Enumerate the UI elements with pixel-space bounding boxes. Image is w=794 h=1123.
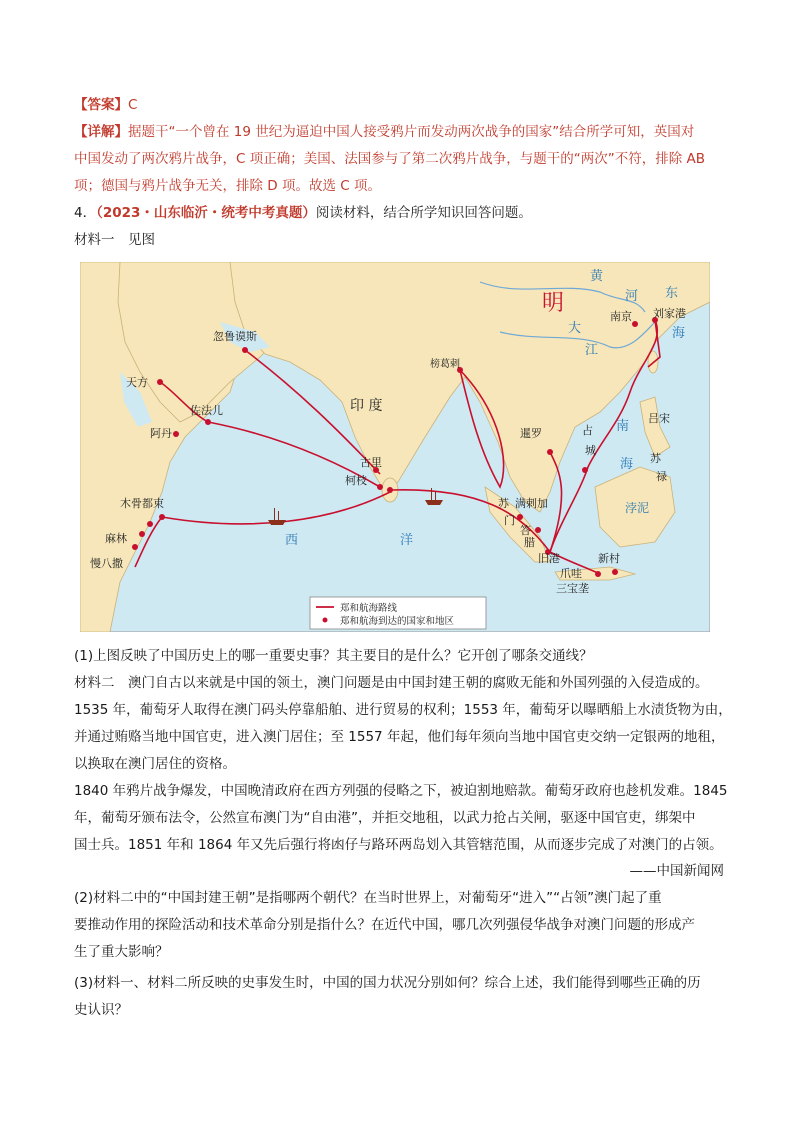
q2-line-1: (2)材料二中的“中国封建王朝”是指哪两个朝代？在当时世界上，对葡萄牙“进入”“占领”澳门起了重	[74, 890, 662, 906]
question-number: 4．	[74, 205, 97, 221]
material2-line-6: 年，葡萄牙颁布法令，公然宣布澳门为“自由港”，并拒交地租，以武力抢占关闸，驱逐中国官吏，绑架中	[74, 810, 696, 826]
explanation-line-2: 中国发动了两次鸦片战争，C 项正确；美国、法国参与了第二次鸦片战争，与题干的“两次”不符，排除 AB	[74, 151, 705, 167]
map-label-hormuz: 忽鲁谟斯	[213, 330, 257, 343]
map-label-jiugang: 旧港	[538, 552, 560, 565]
dot-nanjing	[632, 321, 638, 327]
q3-line-1: (3)材料一、材料二所反映的史事发生时，中国的国力状况分别如何？综合上述，我们能得到哪些正确的历	[74, 975, 701, 991]
material2-line-1: 材料二 澳门自古以来就是中国的领土，澳门问题是由中国封建王朝的腐败无能和外国列强的入侵造成的。	[74, 675, 709, 691]
material2-line-7: 国士兵。1851 年和 1864 年又先后强行将凼仔与路环两岛划入其管辖范围，从而逐步完成了对澳门的占领。	[74, 837, 723, 853]
dot-tianfang	[157, 379, 163, 385]
material2-line-2: 1535 年，葡萄牙人取得在澳门码头停靠船舶、进行贸易的权利；1553 年，葡萄牙以曝晒船上水渍货物为由，	[74, 702, 732, 718]
question-prompt: 阅读材料，结合所学知识回答问题。	[315, 205, 532, 221]
explanation-line-1	[74, 122, 694, 142]
map-label-cheng: 城	[585, 444, 596, 457]
map-label-men: 门	[504, 514, 515, 527]
map-label-india: 印 度	[350, 398, 383, 414]
dot-zhancheng	[582, 467, 588, 473]
question-source: （2023・山东临沂・统考中考真题）	[96, 205, 316, 221]
map-label-siam: 暹罗	[520, 427, 542, 440]
map-label-kezhi: 柯枝	[345, 474, 367, 487]
map-label-su: 苏	[650, 452, 661, 465]
q2-line-3: 生了重大影响？	[74, 944, 169, 960]
map-label-tianfang: 天方	[126, 376, 148, 389]
map-label-java: 爪哇	[560, 567, 582, 580]
map-label-zhan: 占	[582, 424, 593, 437]
map-label-nan: 南	[616, 419, 630, 434]
dot-siam	[547, 449, 553, 455]
explanation-label: 【详解】	[74, 124, 128, 140]
dot-hormuz	[242, 347, 248, 353]
map-label-mombasa: 慢八撒	[90, 557, 123, 570]
legend-place-swatch	[323, 618, 328, 623]
dot-malacca	[535, 527, 541, 533]
map-label-bengal: 榜葛剌	[430, 359, 460, 370]
map-label-xincun: 新村	[598, 552, 620, 565]
map-label-aden: 阿丹	[150, 427, 172, 440]
map-label-su2: 苏	[498, 497, 509, 510]
map-label-hai2: 海	[620, 457, 634, 472]
map-label-zufaer: 佐法儿	[190, 404, 223, 417]
map-label-da: 大	[568, 321, 582, 336]
map-legend	[310, 597, 486, 629]
q3-line-2: 史认识？	[74, 1002, 128, 1018]
map-label-liujiagang: 刘家港	[653, 307, 686, 320]
answer-line	[74, 95, 137, 115]
zheng-he-voyage-map	[80, 262, 710, 632]
legend-place-label: 郑和航海到达的国家和地区	[340, 616, 455, 627]
dot-aden	[173, 431, 179, 437]
map-label-da2: 答	[520, 524, 531, 537]
map-label-malacca: 满剌加	[515, 497, 548, 510]
map-label-huang: 黄	[590, 269, 604, 284]
dot-lanka	[387, 487, 393, 493]
answer-label: 【答案】	[74, 97, 128, 113]
map-label-boni: 浡泥	[625, 501, 650, 515]
dot-java	[595, 571, 601, 577]
dot-zufaer	[205, 419, 211, 425]
map-label-la: 腊	[524, 536, 535, 549]
material2-line-4: 以换取在澳门居住的资格。	[74, 756, 236, 772]
map-label-xi: 西	[285, 533, 299, 548]
map-label-luzon: 吕宋	[648, 412, 670, 425]
map-label-jiang: 江	[585, 343, 599, 358]
material2-source: ——中国新闻网	[629, 863, 724, 879]
map-label-hai1: 海	[672, 326, 686, 341]
map-label-ming: 明	[542, 291, 565, 316]
dot-mombasa	[132, 544, 138, 550]
dot-sumatra	[517, 514, 523, 520]
map-label-he: 河	[625, 289, 639, 304]
material1-title: 材料一 见图	[74, 232, 155, 248]
map-label-malin: 麻林	[105, 532, 127, 545]
explanation-line-3: 项；德国与鸦片战争无关，排除 D 项。故选 C 项。	[74, 178, 381, 194]
map-label-mogadishu: 木骨都束	[120, 497, 164, 510]
map-label-dong: 东	[665, 286, 679, 301]
answer-value: C	[128, 97, 138, 113]
dot-xincun	[612, 569, 618, 575]
material2-line-5: 1840 年鸦片战争爆发，中国晚清政府在西方列强的侵略之下，被迫割地赔款。葡萄牙政府也趁机发难。1845	[74, 783, 728, 799]
dot-mogadishu	[159, 514, 165, 520]
q1-text: (1)上图反映了中国历史上的哪一重要史事？其主要目的是什么？它开创了哪条交通线？	[74, 648, 593, 664]
map-label-sanbaolong: 三宝垄	[556, 582, 589, 595]
legend-route-label: 郑和航海路线	[340, 603, 398, 614]
dot-kezhi	[377, 484, 383, 490]
explanation-text-1: 据题干“一个曾在 19 世纪为逼迫中国人接受鸦片而发动两次战争的国家”结合所学可知，英国对	[128, 124, 695, 140]
q2-line-2: 要推动作用的探险活动和技术革命分别是指什么？在近代中国，哪几次列强侵华战争对澳门问题的形成产	[74, 917, 695, 933]
material2-line-3: 并通过贿赂当地中国官吏，进入澳门居住；至 1557 年起，他们每年须向当地中国官吏交纳一定银两的地租，	[74, 729, 725, 745]
map-label-lu: 禄	[656, 470, 667, 483]
question-header	[74, 203, 532, 223]
map-label-yang: 洋	[400, 533, 414, 548]
map-label-guli: 古里	[360, 456, 382, 469]
dot-malin-1	[147, 521, 153, 527]
map-label-nanjing: 南京	[610, 310, 632, 323]
dot-malin-2	[139, 531, 145, 537]
